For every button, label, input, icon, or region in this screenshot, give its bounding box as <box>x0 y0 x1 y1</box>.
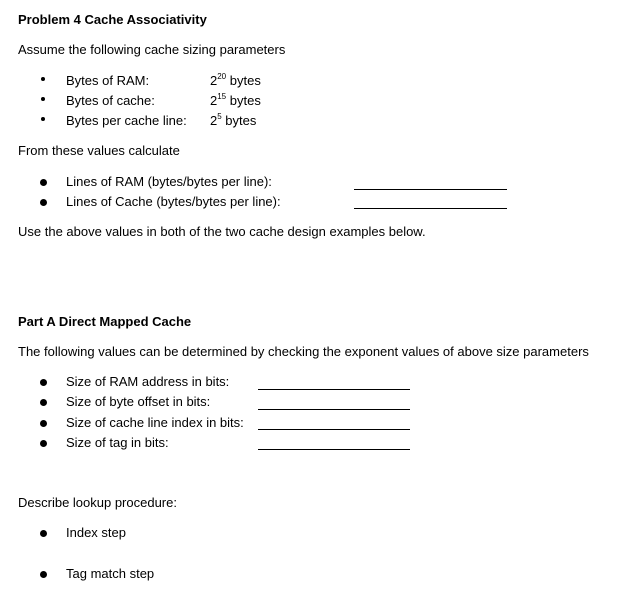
answer-blank[interactable] <box>258 409 410 410</box>
part-a-item-byte-offset: Size of byte offset in bits: <box>66 394 211 409</box>
answer-blank[interactable] <box>354 208 507 209</box>
part-a-item-line-index: Size of cache line index in bits: <box>66 415 244 430</box>
param-label-line: Bytes per cache line: <box>66 113 187 128</box>
bullet-icon <box>40 379 47 386</box>
part-a-title: Part A Direct Mapped Cache <box>18 314 192 329</box>
param-label-ram: Bytes of RAM: <box>66 73 150 88</box>
bullet-icon <box>40 399 47 406</box>
step-tag-match: Tag match step <box>66 566 155 581</box>
answer-blank[interactable] <box>258 429 410 430</box>
answer-blank[interactable] <box>258 449 410 450</box>
part-a-item-ram-address: Size of RAM address in bits: <box>66 374 230 389</box>
answer-blank[interactable] <box>354 189 507 190</box>
calc-item-ram-lines: Lines of RAM (bytes/bytes per line): <box>66 174 272 189</box>
bullet-icon <box>40 530 47 537</box>
bullet-icon <box>41 117 45 121</box>
calc-intro: From these values calculate <box>18 143 180 158</box>
bullet-icon <box>40 179 47 186</box>
bullet-icon <box>40 440 47 447</box>
step-index: Index step <box>66 525 126 540</box>
bullet-icon <box>40 420 47 427</box>
part-a-item-tag: Size of tag in bits: <box>66 435 169 450</box>
use-note: Use the above values in both of the two cache design examples below. <box>18 224 426 239</box>
calc-item-cache-lines: Lines of Cache (bytes/bytes per line): <box>66 194 281 209</box>
bullet-icon <box>41 97 45 101</box>
bullet-icon <box>40 199 47 206</box>
part-a-intro: The following values can be determined by checking the exponent values of above size parameters <box>18 344 589 359</box>
param-value-ram: $2^{20}$ bytes <box>210 72 261 88</box>
intro-text: Assume the following cache sizing parameters <box>18 42 286 57</box>
bullet-icon <box>40 571 47 578</box>
bullet-icon <box>41 77 45 81</box>
param-value-line: $2^5$ bytes <box>210 112 257 128</box>
problem-title: Problem 4 Cache Associativity <box>18 12 207 27</box>
answer-blank[interactable] <box>258 389 410 390</box>
lookup-intro: Describe lookup procedure: <box>18 495 177 510</box>
param-value-cache: $2^{15}$ bytes <box>210 92 261 108</box>
param-label-cache: Bytes of cache: <box>66 93 155 108</box>
